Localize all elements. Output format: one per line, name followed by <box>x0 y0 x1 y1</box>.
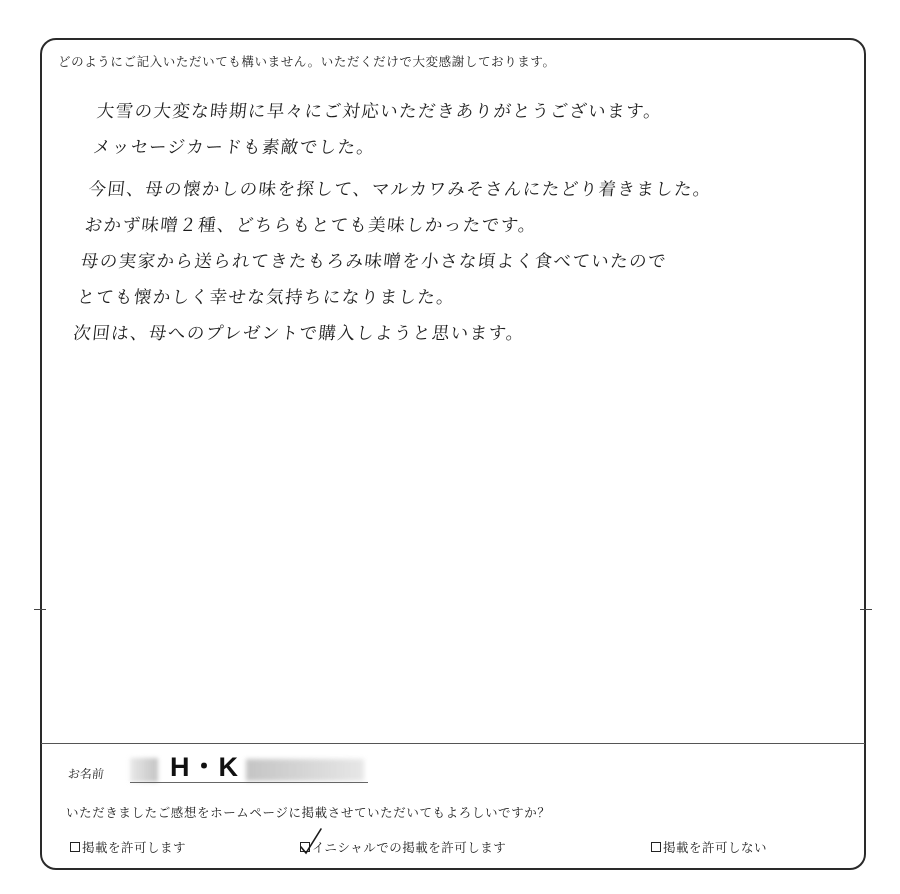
fold-mark-left <box>34 609 46 610</box>
publish-question: いただきましたご感想をホームページに掲載させていただいてもよろしいですか？ <box>66 805 551 820</box>
message-line: メッセージカードも素敵でした。 <box>91 138 377 158</box>
redaction-blur <box>246 759 364 781</box>
name-value: H・K <box>170 752 239 782</box>
message-line: 母の実家から送られてきたもろみ味噌を小さな頃よく食べていたので <box>79 252 668 272</box>
option-initials[interactable] <box>300 838 506 856</box>
message-line: とても懐かしく幸せな気持ちになりました。 <box>76 288 457 308</box>
checkbox[interactable] <box>70 842 80 852</box>
name-label: お名前 <box>67 767 105 781</box>
section-divider <box>41 743 865 744</box>
name-underline <box>130 782 368 783</box>
redaction-blur <box>130 758 158 782</box>
option-label: イニシャルでの掲載を許可します <box>312 840 507 855</box>
option-label: 掲載を許可します <box>82 840 187 855</box>
name-field <box>130 752 365 782</box>
checkbox[interactable] <box>651 842 661 852</box>
handwritten-message <box>71 94 818 352</box>
option-deny[interactable] <box>651 838 767 856</box>
fold-mark-right <box>860 609 872 610</box>
option-label: 掲載を許可しない <box>663 840 768 855</box>
option-allow[interactable] <box>70 838 186 856</box>
check-mark-icon <box>299 827 323 855</box>
message-line: 次回は、母へのプレゼントで購入しようと思います。 <box>72 324 526 344</box>
message-line: 大雪の大変な時期に早々にご対応いただきありがとうございます。 <box>95 102 664 122</box>
form-header: どのようにご記入いただいても構いません。いただくだけで大変感謝しております。 <box>58 54 556 69</box>
checkbox-checked[interactable] <box>300 842 310 852</box>
message-line: 今回、母の懐かしの味を探して、マルカワみそさんにたどり着きました。 <box>87 180 713 200</box>
message-line: おかず味噌２種、どちらもとても美味しかったです。 <box>83 216 538 236</box>
